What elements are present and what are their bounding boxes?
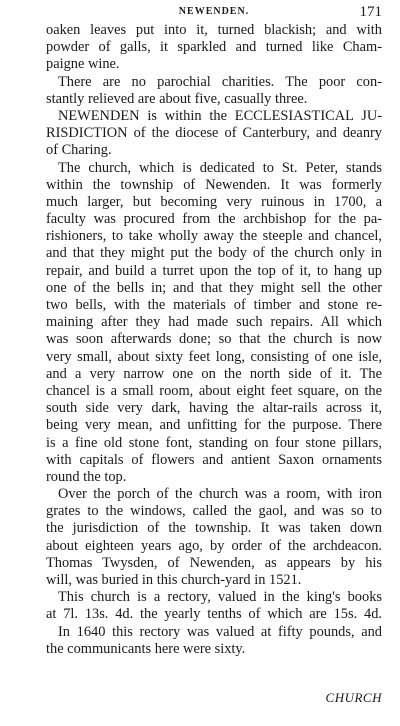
text-line: maining after they had made such repairs. All which [46, 314, 382, 331]
text-line: is a fine old stone font, standing on four stone pillars, [46, 434, 382, 451]
text-line: NEWENDEN is within the ECCLESIASTICAL JU- [58, 107, 382, 124]
text-line: the communicants here were sixty. [46, 640, 246, 657]
text-line: of Charing. [46, 142, 112, 159]
text-line: stantly relieved are about five, casually three. [46, 90, 308, 107]
catchword: CHURCH [325, 690, 382, 705]
text-line: This church is a rectory, valued in the king's books [58, 589, 382, 606]
text-line: RISDICTION of the diocese of Canterbury, and deanry [46, 125, 382, 142]
text-line: The church, which is dedicated to St. Peter, stands [58, 159, 382, 176]
text-line: grates to the windows, called the gaol, and was so to [46, 503, 382, 520]
text-line: very small, about sixty feet long, consisting of one isle, [46, 348, 382, 365]
text-line: rishioners, to take wholly away the steeple and chancel, [46, 228, 382, 245]
text-line: at 7l. 13s. 4d. the yearly tenths of which are 15s. 4d. [46, 606, 382, 623]
text-line: There are no parochial charities. The poor con- [58, 73, 382, 90]
text-line: powder of galls, it sparkled and turned like Cham- [46, 39, 382, 56]
body-text [46, 22, 382, 658]
text-line: and a very narrow one on the north side of it. The [46, 365, 382, 382]
text-line: within the township of Newenden. It was formerly [46, 176, 382, 193]
text-line: round the top. [46, 468, 127, 485]
text-line: being very mean, and unfitting for the purpose. There [46, 417, 382, 434]
page-number: 171 [359, 4, 382, 20]
text-line: south side very dark, having the altar-rails across it, [46, 400, 382, 417]
text-line: Over the porch of the church was a room, with iron [58, 486, 382, 503]
text-line: much larger, but becoming very ruinous in 1700, a [46, 193, 382, 210]
text-line: with capitals of flowers and antient Saxon ornaments [46, 451, 382, 468]
text-line: was soon afterwards done; so that the church is now [46, 331, 382, 348]
text-line: the jurisdiction of the township. It was taken down [46, 520, 382, 537]
text-line: In 1640 this rectory was valued at fifty pounds, and [58, 623, 382, 640]
text-line: paigne wine. [46, 56, 120, 73]
text-line: chancel is a small room, about eight feet square, on the [46, 382, 382, 399]
text-line: repair, and build a turret upon the top of it, to hang up [46, 262, 382, 279]
text-line: two bells, with the materials of timber and stone re- [46, 297, 382, 313]
text-line: about eighteen years ago, by order of the archdeacon. [46, 537, 382, 554]
text-line: Thomas Twysden, of Newenden, as appears by his [46, 554, 382, 571]
text-line: oaken leaves put into it, turned blackish; and with [46, 22, 382, 38]
text-line: one of the bells in; and that they might sell the other [46, 279, 382, 296]
text-line: faculty was procured from the archbishop for the pa- [46, 211, 382, 228]
running-head: NEWENDEN. [178, 6, 250, 17]
page-header [46, 6, 382, 22]
text-line: and that they might put the body of the church only in [46, 245, 382, 262]
text-line: will, was buried in this church-yard in 1521. [46, 572, 302, 588]
